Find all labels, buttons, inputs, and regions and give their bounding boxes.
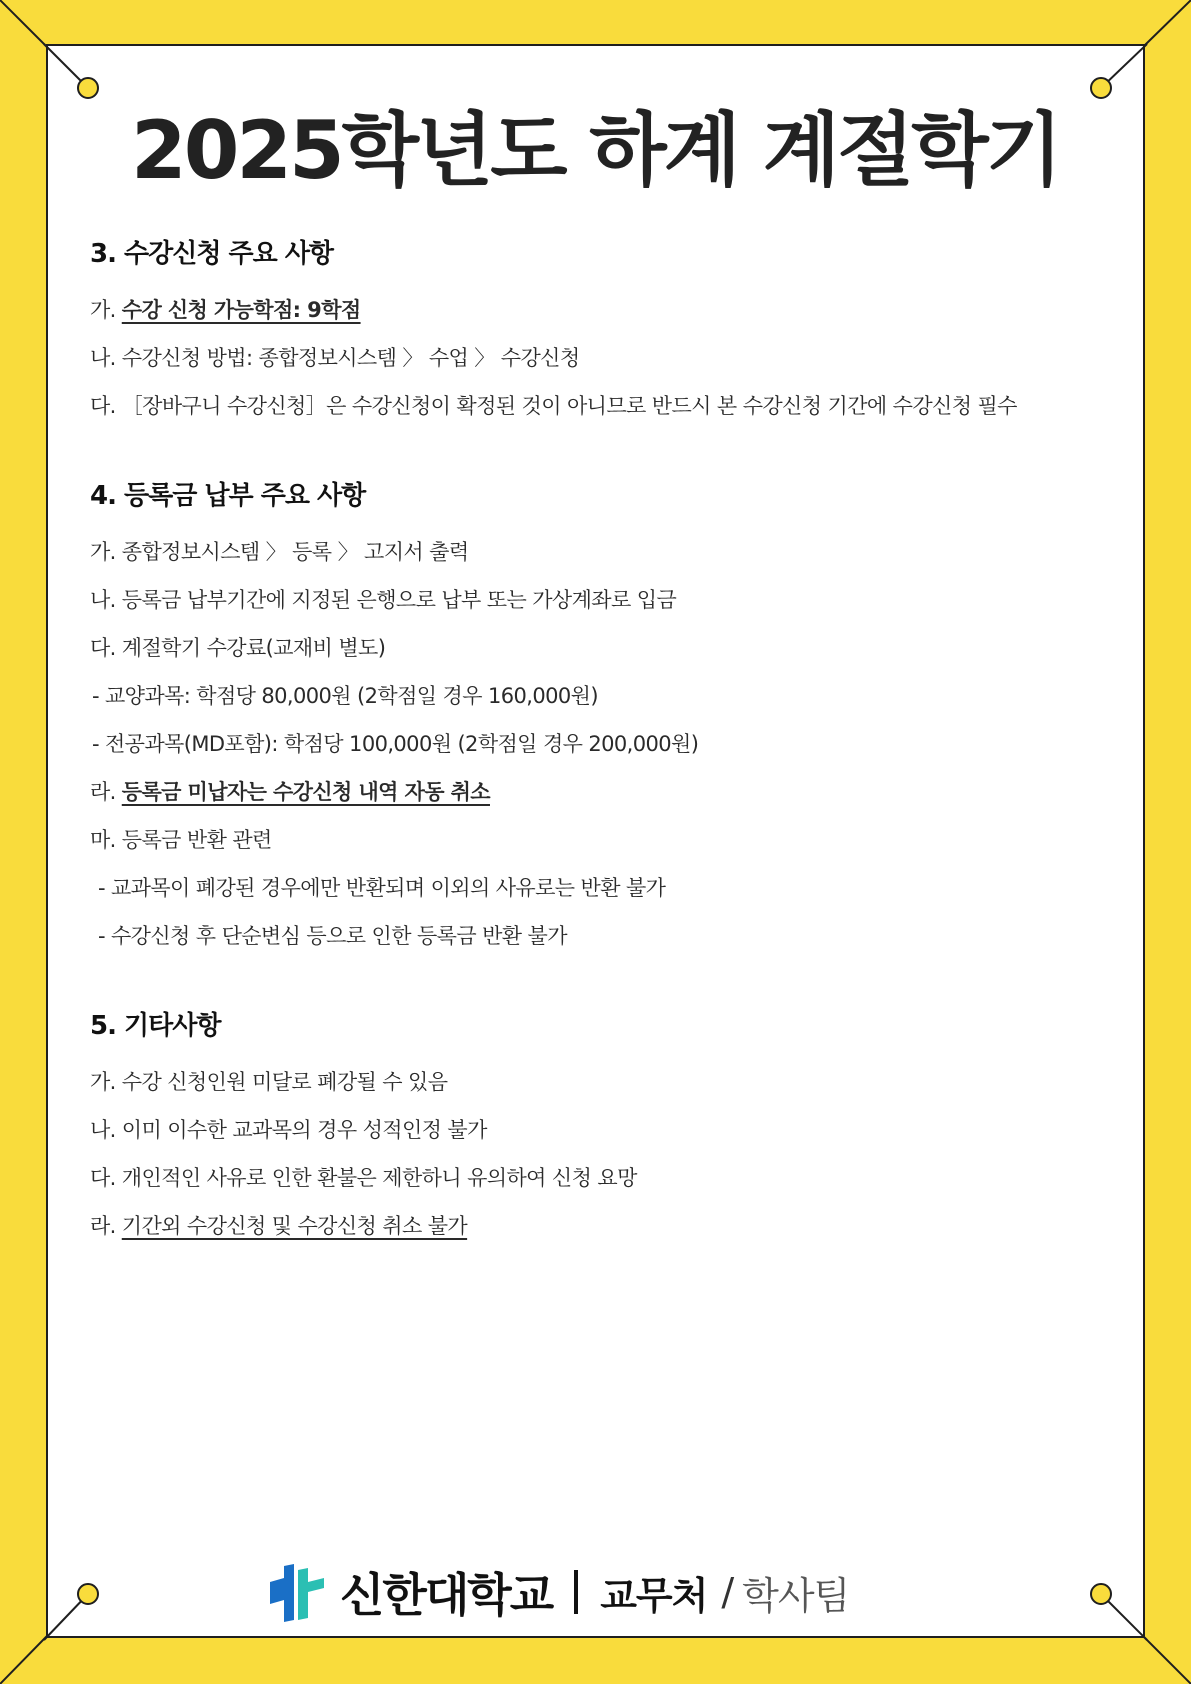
list-item <box>90 528 1100 576</box>
item-text: 종합정보시스템 〉 등록 〉 고지서 출력 <box>121 540 469 564</box>
item-text: 계절학기 수강료(교재비 별도) <box>121 636 386 660</box>
section-heading: 3. 수강신청 주요 사항 <box>90 239 334 269</box>
item-text: 수강신청 방법: 종합정보시스템 〉 수업 〉 수강신청 <box>121 346 580 370</box>
section-other-notes <box>90 1008 1100 1250</box>
item-marker: 나. <box>90 346 116 370</box>
item-marker: 다. <box>90 1166 116 1190</box>
item-text: 기간외 수강신청 및 수강신청 취소 불가 <box>121 1214 468 1238</box>
team-name: 학사팀 <box>742 1573 850 1618</box>
section-heading: 5. 기타사항 <box>90 1011 221 1041</box>
item-marker: 마. <box>90 828 116 852</box>
section-heading: 4. 등록금 납부 주요 사항 <box>90 481 366 511</box>
list-item <box>90 286 1100 334</box>
item-text: 수강 신청 가능학점: 9학점 <box>121 298 361 322</box>
list-item <box>90 912 1100 960</box>
list-item <box>90 720 1100 768</box>
item-marker: 라. <box>90 780 116 804</box>
item-text: 전공과목(MD포함): 학점당 100,000원 (2학점일 경우 200,000원) <box>104 732 699 756</box>
list-item <box>90 1202 1100 1250</box>
item-text: 수강신청 후 단순변심 등으로 인한 등록금 반환 불가 <box>110 924 567 948</box>
item-marker: 가. <box>90 1070 116 1094</box>
list-item <box>90 864 1100 912</box>
item-text: 개인적인 사유로 인한 환불은 제한하니 유의하여 신청 요망 <box>121 1166 637 1190</box>
university-name: 신한대학교 <box>340 1568 553 1622</box>
item-marker: 다. <box>90 394 116 418</box>
item-marker: 가. <box>90 298 116 322</box>
shinhan-university-logo-icon <box>264 1560 328 1624</box>
item-text: 등록금 반환 관련 <box>121 828 272 852</box>
footer-slash: / <box>721 1570 735 1614</box>
item-text: ［장바구니 수강신청］은 수강신청이 확정된 것이 아니므로 반드시 본 수강신청 기간에 수강신청 필수 <box>121 394 1017 418</box>
department-name: 교무처 <box>600 1573 708 1618</box>
section-course-registration <box>90 236 1100 430</box>
item-marker: 나. <box>90 588 116 612</box>
footer-divider <box>574 1570 578 1614</box>
item-marker: - <box>92 684 99 708</box>
page-title: 2025학년도 하계 계절학기 <box>131 104 1060 197</box>
list-item <box>90 1154 1100 1202</box>
item-marker: 라. <box>90 1214 116 1238</box>
list-item <box>90 672 1100 720</box>
grommet-bottom-right <box>1090 1583 1112 1605</box>
item-text: 교과목이 폐강된 경우에만 반환되며 이외의 사유로는 반환 불가 <box>110 876 666 900</box>
notice-content <box>90 236 1100 1298</box>
item-marker: 가. <box>90 540 116 564</box>
list-item <box>90 624 1100 672</box>
item-text: 교양과목: 학점당 80,000원 (2학점일 경우 160,000원) <box>104 684 598 708</box>
list-item <box>90 816 1100 864</box>
section-tuition-payment <box>90 478 1100 960</box>
list-item <box>90 576 1100 624</box>
item-marker: 나. <box>90 1118 116 1142</box>
list-item <box>90 768 1100 816</box>
item-marker: 다. <box>90 636 116 660</box>
item-text: 등록금 미납자는 수강신청 내역 자동 취소 <box>121 780 490 804</box>
list-item <box>90 1058 1100 1106</box>
grommet-bottom-left <box>77 1583 99 1605</box>
list-item <box>90 382 1100 430</box>
item-text: 등록금 납부기간에 지정된 은행으로 납부 또는 가상계좌로 입금 <box>121 588 677 612</box>
item-marker: - <box>98 924 105 948</box>
item-text: 수강 신청인원 미달로 폐강될 수 있음 <box>121 1070 448 1094</box>
list-item <box>90 334 1100 382</box>
item-text: 이미 이수한 교과목의 경우 성적인정 불가 <box>121 1118 487 1142</box>
item-marker: - <box>98 876 105 900</box>
footer-signature <box>264 1560 849 1624</box>
item-marker: - <box>92 732 99 756</box>
list-item <box>90 1106 1100 1154</box>
